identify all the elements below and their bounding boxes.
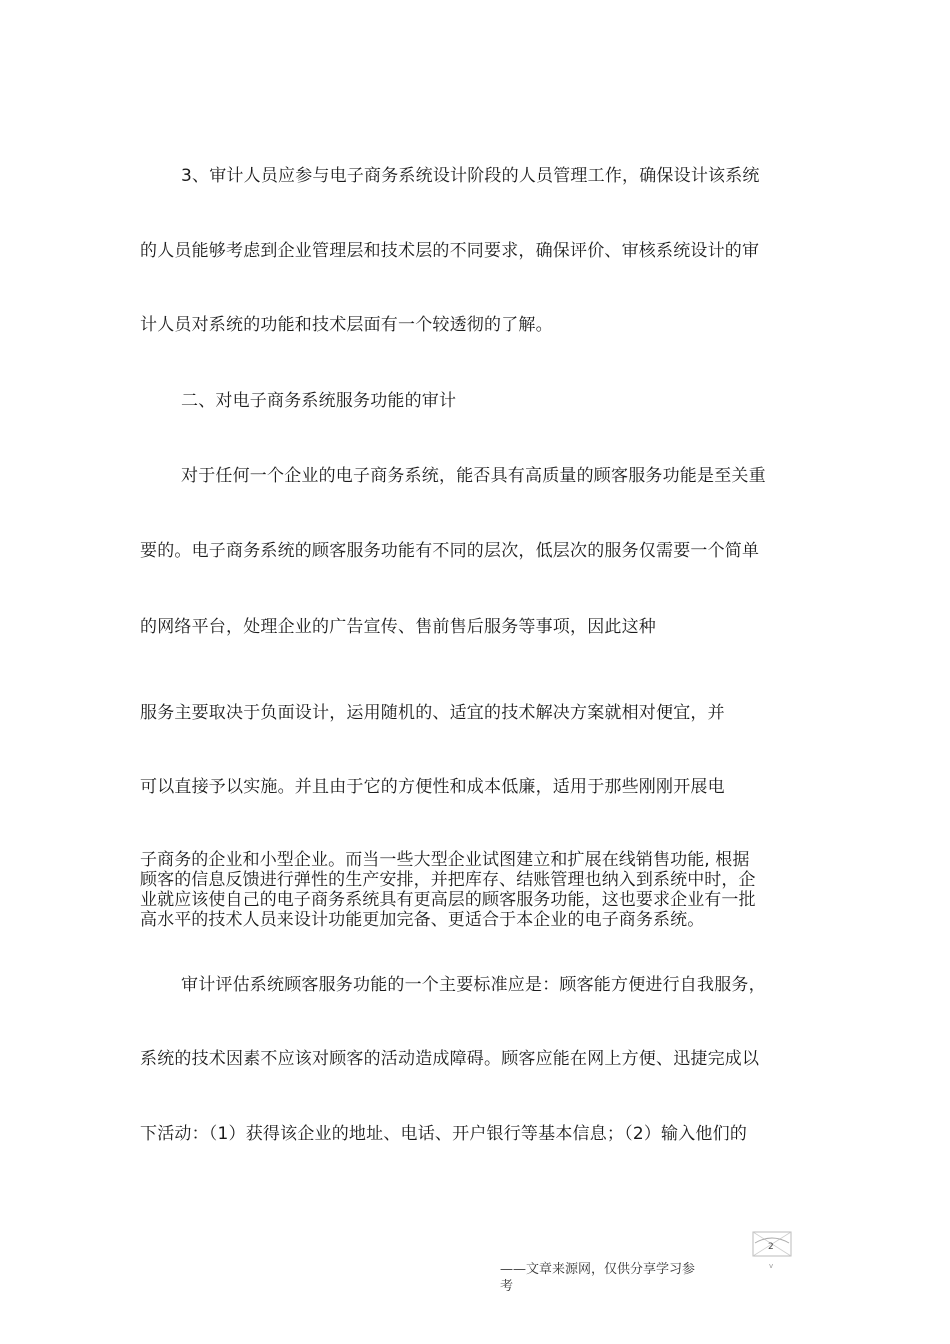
page-mark: v <box>769 1262 774 1270</box>
paragraph-line: 可以直接予以实施。并且由于它的方便性和成本低廉，适用于那些刚刚开展电 <box>140 777 725 797</box>
paragraph-line: 审计评估系统顾客服务功能的一个主要标准应是：顾客能方便进行自我服务， <box>181 975 766 995</box>
paragraph-line: 服务主要取决于负面设计，运用随机的、适宜的技术解决方案就相对便宜，并 <box>140 703 725 723</box>
paragraph-line: 高水平的技术人员来设计功能更加完备、更适合于本企业的电子商务系统。 <box>140 910 705 930</box>
paragraph-line: 系统的技术因素不应该对顾客的活动造成障碍。顾客应能在网上方便、迅捷完成以 <box>140 1049 760 1069</box>
paragraph-line: 要的。电子商务系统的顾客服务功能有不同的层次，低层次的服务仅需要一个简单 <box>140 541 760 561</box>
paragraph-line: 子商务的企业和小型企业。而当一些大型企业试图建立和扩展在线销售功能, 根据 <box>140 850 750 870</box>
paragraph-line: 业就应该使自己的电子商务系统具有更高层的顾客服务功能，这也要求企业有一批 <box>140 890 756 910</box>
paragraph-line: 顾客的信息反馈进行弹性的生产安排，并把库存、结账管理也纳入到系统中时，企 <box>140 870 756 890</box>
section-heading: 二、对电子商务系统服务功能的审计 <box>181 391 457 411</box>
paragraph-line: 对于任何一个企业的电子商务系统，能否具有高质量的顾客服务功能是至关重 <box>181 466 766 486</box>
paragraph-line: 计人员对系统的功能和技术层面有一个较透彻的了解。 <box>140 315 553 335</box>
paragraph-line: 的人员能够考虑到企业管理层和技术层的不同要求，确保评价、审核系统设计的审 <box>140 241 760 261</box>
dense-paragraph <box>140 850 800 930</box>
paragraph-line: 的网络平台，处理企业的广告宣传、售前售后服务等事项，因此这种 <box>140 617 656 637</box>
footer-line: ——文章来源网，仅供分享学习参 <box>500 1262 696 1277</box>
page-number: 2 <box>768 1242 774 1252</box>
footer-note <box>500 1261 720 1295</box>
paragraph-line: 3、审计人员应参与电子商务系统设计阶段的人员管理工作，确保设计该系统 <box>181 166 760 186</box>
footer-line: 考 <box>500 1279 514 1294</box>
paragraph-line: 下活动：（1）获得该企业的地址、电话、开户银行等基本信息；（2）输入他们的 <box>140 1124 748 1144</box>
